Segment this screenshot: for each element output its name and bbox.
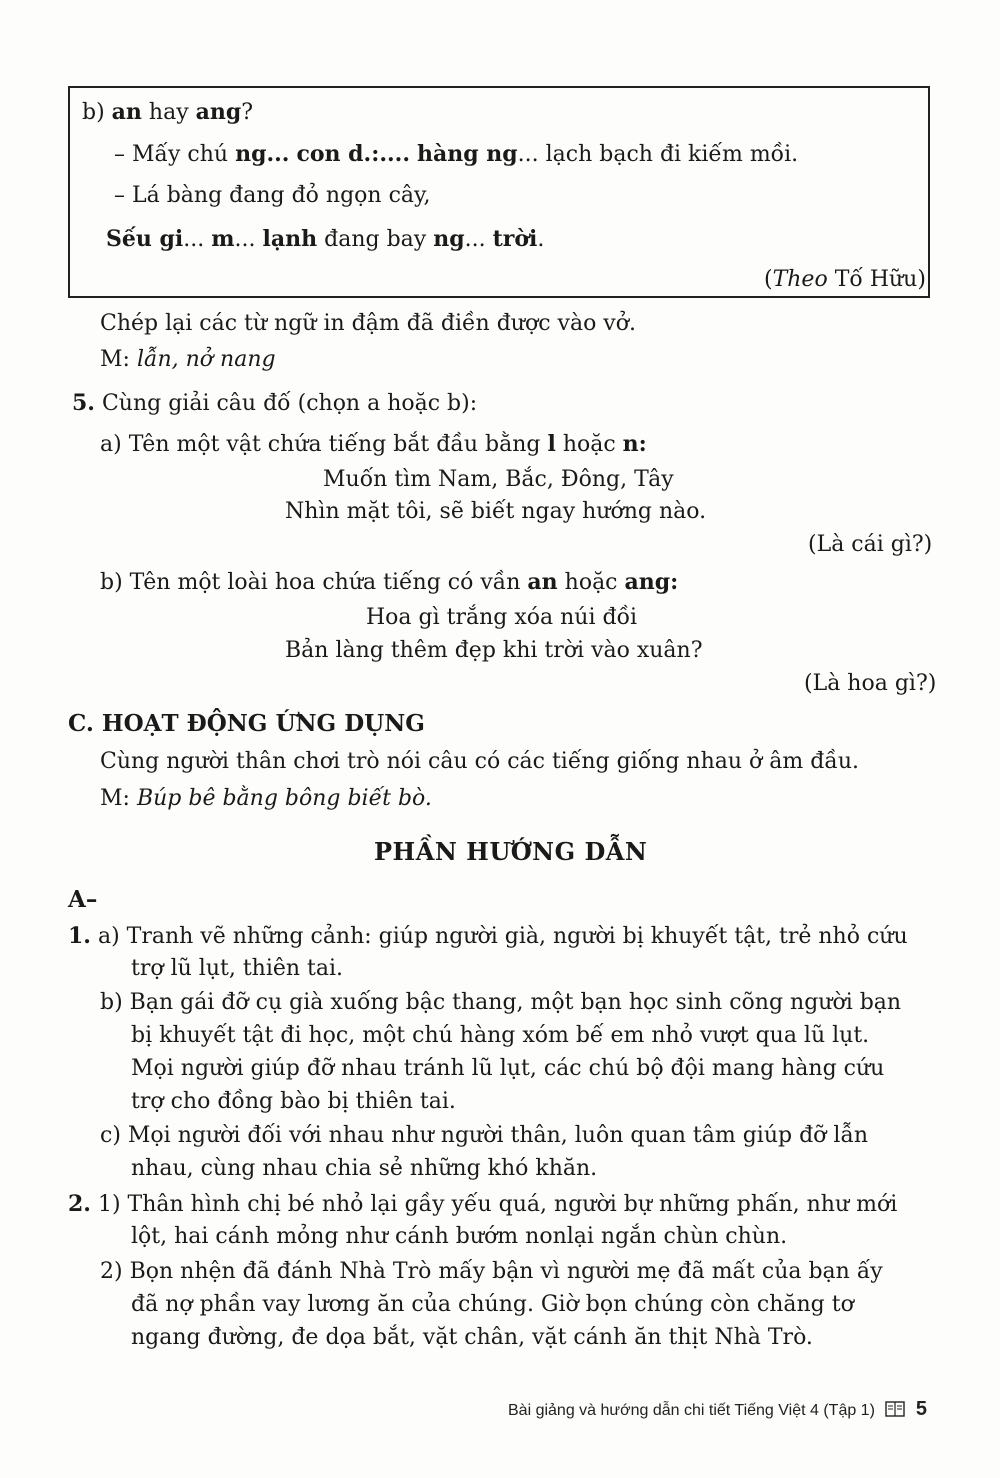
guide-item-1-c-line-2: nhau, cùng nhau chia sẻ những khó khăn. xyxy=(131,1156,598,1181)
guide-part-a: A– xyxy=(68,886,98,913)
box-line-1: – Mấy chú ng... con d.:.... hàng ng... lạch bạch đi kiếm mồi. xyxy=(114,141,799,167)
example-1: M: lẫn, nở nang xyxy=(100,347,276,372)
guide-item-1-b-line-1: b) Bạn gái đỡ cụ già xuống bậc thang, một bạn học sinh cõng người bạn xyxy=(100,990,902,1015)
book-icon xyxy=(885,1401,905,1417)
guide-item-2-1-line-1: 2. 1) Thân hình chị bé nhỏ lại gầy yếu quá, người bự những phấn, như mới xyxy=(68,1191,898,1217)
page-footer xyxy=(508,1398,927,1421)
box-line-2: – Lá bàng đang đỏ ngọn cây, xyxy=(114,183,431,208)
copy-instruction: Chép lại các từ ngữ in đậm đã điền được vào vở. xyxy=(100,311,636,336)
page-number: 5 xyxy=(915,1398,927,1420)
question-5: 5. Cùng giải câu đố (chọn a hoặc b): xyxy=(72,390,478,416)
guide-item-2-2-line-3: ngang đường, đe dọa bắt, vặt chân, vặt cánh ăn thịt Nhà Trò. xyxy=(131,1325,813,1350)
q5-b-answer-hint: (Là hoa gì?) xyxy=(804,671,937,696)
guide-item-1-b-line-4: trợ cho đồng bào bị thiên tai. xyxy=(131,1089,456,1114)
q5-a-prompt: a) Tên một vật chứa tiếng bắt đầu bằng l hoặc n: xyxy=(100,431,647,457)
footer-book-title: Bài giảng và hướng dẫn chi tiết Tiếng Việt 4 (Tập 1) xyxy=(508,1402,875,1419)
guide-item-1-a-line-1: 1. a) Tranh vẽ những cảnh: giúp người già, người bị khuyết tật, trẻ nhỏ cứu xyxy=(68,923,908,949)
guide-item-1-b-line-3: Mọi người giúp đỡ nhau tránh lũ lụt, các chú bộ đội mang hàng cứu xyxy=(131,1056,885,1081)
box-line-3: Sếu gi... m... lạnh đang bay ng... trời. xyxy=(106,226,545,252)
q5-a-verse-1: Muốn tìm Nam, Bắc, Đông, Tây xyxy=(323,467,674,492)
guide-item-1-a-line-2: trợ lũ lụt, thiên tai. xyxy=(131,956,344,981)
q5-b-verse-2: Bản làng thêm đẹp khi trời vào xuân? xyxy=(285,638,703,663)
q5-a-verse-2: Nhìn mặt tôi, sẽ biết ngay hướng nào. xyxy=(285,499,707,524)
guide-item-1-c-line-1: c) Mọi người đối với nhau như người thân, luôn quan tâm giúp đỡ lẫn xyxy=(100,1123,869,1148)
section-c-text: Cùng người thân chơi trò nói câu có các tiếng giống nhau ở âm đầu. xyxy=(100,749,859,774)
box-source: (Theo Tố Hữu) xyxy=(764,267,926,292)
q5-b-verse-1: Hoa gì trắng xóa núi đồi xyxy=(366,605,638,630)
section-c-title: C. HOẠT ĐỘNG ỨNG DỤNG xyxy=(68,710,425,737)
guide-item-2-2-line-2: đã nợ phần vay lương ăn của chúng. Giờ bọn chúng còn chăng tơ xyxy=(131,1292,854,1317)
guide-item-1-b-line-2: bị khuyết tật đi học, một chú hàng xóm bế em nhỏ vượt qua lũ lụt. xyxy=(131,1023,870,1048)
guide-title: PHẦN HƯỚNG DẪN xyxy=(374,837,648,866)
box-question-b: b) an hay ang? xyxy=(82,99,254,125)
section-c-example: M: Búp bê bằng bông biết bò. xyxy=(100,786,432,811)
q5-b-prompt: b) Tên một loài hoa chứa tiếng có vần an hoặc ang: xyxy=(100,569,679,595)
guide-item-2-2-line-1: 2) Bọn nhện đã đánh Nhà Trò mấy bận vì người mẹ đã mất của bạn ấy xyxy=(100,1259,883,1284)
guide-item-2-1-line-2: lột, hai cánh mỏng như cánh bướm nonlại ngắn chùn chùn. xyxy=(131,1224,788,1249)
q5-a-answer-hint: (Là cái gì?) xyxy=(808,532,933,557)
